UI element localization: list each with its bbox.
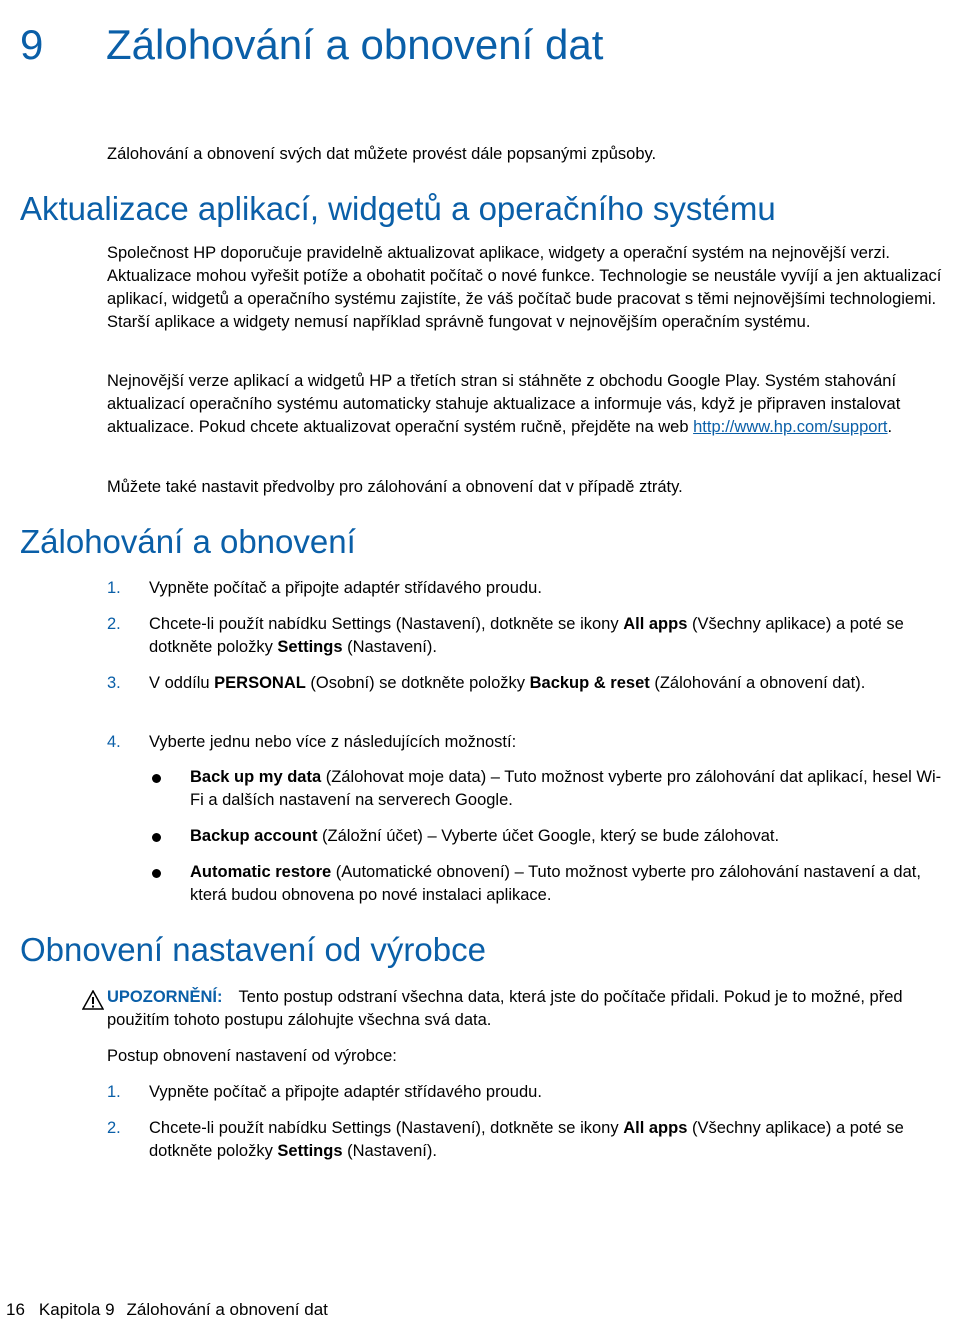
hp-support-link[interactable]: http://www.hp.com/support <box>693 418 888 436</box>
step-number: 1. <box>107 1083 121 1101</box>
chapter-number: 9 <box>20 21 44 68</box>
step-text: Vypněte počítač a připojte adaptér střídavého proudu. <box>149 579 542 597</box>
step-number: 3. <box>107 674 121 692</box>
updates-paragraph-2 <box>107 370 952 439</box>
backup-step-2 <box>107 613 952 659</box>
all-apps-label: All apps <box>623 615 688 633</box>
step-number: 1. <box>107 579 121 597</box>
page-footer <box>6 1298 328 1321</box>
chapter-heading <box>20 18 603 72</box>
warning-icon <box>82 990 104 1010</box>
step-text: Vypněte počítač a připojte adaptér střídavého proudu. <box>149 1083 542 1101</box>
backup-reset-label: Backup & reset <box>529 674 650 692</box>
updates-paragraph-1: Společnost HP doporučuje pravidelně aktualizovat aplikace, widgety a operační systém na nejnovější verzi. Aktualizace mohou vyřešit potíže a obohatit počítač o nové funkce. Technologie se neustále vyvíjí a jen aktualizací aplikací, widgetů a operačního systému zajistíte, že váš počítač bude pracovat s těmi nejnovějšími technologiemi. Starší aplikace a widgety nemusí například správně fungovat v nejnovějším operačním systému. <box>107 244 942 331</box>
footer-title: Zálohování a obnovení dat <box>126 1300 328 1319</box>
backup-step-1 <box>107 577 952 600</box>
updates-paragraph-2-text: Nejnovější verze aplikací a widgetů HP a třetích stran si stáhněte z obchodu Google Play. Systém stahování aktualizací operačního systému automaticky stahuje aktualizace a informuje vás, když je připraven instalovat aktualizace. Pokud chcete aktualizovat operační systém ručně, přejděte na web <box>107 372 901 436</box>
warning-note <box>82 986 952 1032</box>
warning-text: Tento postup odstraní všechna data, která jste do počítače přidali. Pokud je to možné, před použitím tohoto postupu zálohujte všechna svá data. <box>107 988 903 1029</box>
intro-paragraph: Zálohování a obnovení svých dat můžete provést dále popsanými způsoby. <box>107 145 657 163</box>
bullet-icon <box>148 766 190 812</box>
backup-step-3 <box>107 672 952 695</box>
step-number: 2. <box>107 615 121 633</box>
updates-paragraph-2-end: . <box>887 418 893 436</box>
option-label: Automatic restore <box>190 863 332 881</box>
step-text: V oddílu PERSONAL (Osobní) se dotkněte položky Backup & reset (Zálohování a obnovení dat). <box>149 674 866 692</box>
settings-label: Settings <box>277 1142 343 1160</box>
bullet-back-up-my-data: Back up my data (Zálohovat moje data) – Tuto možnost vyberte pro zálohování dat aplikací, hesel Wi-Fi a dalších nastavení na serverech Google. <box>148 766 952 812</box>
backup-step-4 <box>107 731 952 754</box>
bullet-icon <box>148 825 190 848</box>
step-text: Vyberte jednu nebo více z následujících možností: <box>149 733 517 751</box>
section-heading-updates: Aktualizace aplikací, widgetů a operačního systému <box>20 190 776 227</box>
reset-step-1 <box>107 1081 952 1104</box>
settings-label: Settings <box>277 638 343 656</box>
page-number: 16 <box>6 1300 25 1319</box>
footer-chapter: Kapitola 9 <box>38 1300 115 1319</box>
step-number: 2. <box>107 1119 121 1137</box>
reset-step-2 <box>107 1117 952 1163</box>
procedure-intro: Postup obnovení nastavení od výrobce: <box>107 1047 397 1065</box>
option-label: Backup account <box>190 827 318 845</box>
section-heading-factory-reset: Obnovení nastavení od výrobce <box>20 931 486 968</box>
chapter-title: Zálohování a obnovení dat <box>106 21 604 68</box>
all-apps-label: All apps <box>623 1119 688 1137</box>
step-number: 4. <box>107 733 121 751</box>
bullet-backup-account: Backup account (Záložní účet) – Vyberte účet Google, který se bude zálohovat. <box>148 825 952 848</box>
warning-label: UPOZORNĚNÍ: <box>107 988 223 1006</box>
bullet-icon <box>148 861 190 907</box>
bullet-automatic-restore: Automatic restore (Automatické obnovení) – Tuto možnost vyberte pro zálohování nastavení a dat, která budou obnovena po nové instalaci aplikace. <box>148 861 952 907</box>
step-text: Chcete-li použít nabídku Settings (Nastavení), dotkněte se ikony All apps (Všechny aplikace) a poté se dotkněte položky Settings (Nastavení). <box>149 615 904 656</box>
section-heading-backup: Zálohování a obnovení <box>20 523 356 560</box>
step-text: Chcete-li použít nabídku Settings (Nastavení), dotkněte se ikony All apps (Všechny aplikace) a poté se dotkněte položky Settings (Nastavení). <box>149 1119 904 1160</box>
personal-label: PERSONAL <box>214 674 306 692</box>
updates-paragraph-3: Můžete také nastavit předvolby pro zálohování a obnovení dat v případě ztráty. <box>107 478 683 496</box>
option-label: Back up my data <box>190 768 322 786</box>
